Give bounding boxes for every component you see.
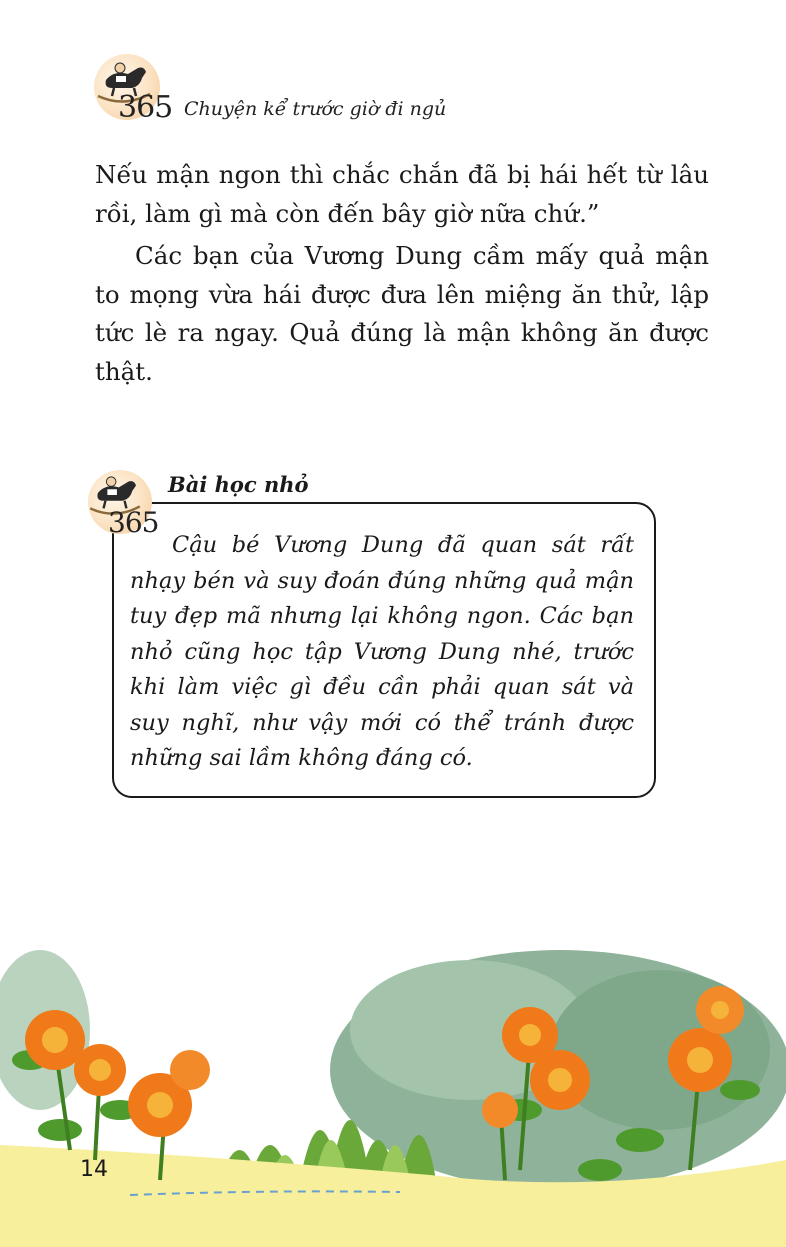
lesson-logo-number: 365 — [108, 506, 159, 539]
page-number: 14 — [80, 1157, 108, 1182]
lesson-paragraph: Cậu bé Vương Dung đã quan sát rất nhạy bén và suy đoán đúng những quả mận tuy đẹp mã nhưng lại không ngon. Các bạn nhỏ cũng học tập Vương Dung nhé, trước khi làm việc gì đều cần phải quan sát và suy nghĩ, như vậy mới có thể tránh được những sai lầm không đáng có. — [130, 532, 634, 771]
story-paragraph: Các bạn của Vương Dung cầm mấy quả mận to mọng vừa hái được đưa lên miệng ăn thử, lập tức lè ra ngay. Quả đúng là mận không ăn được thật. — [95, 241, 709, 386]
story-text — [95, 156, 709, 391]
flower-garden-illustration — [0, 940, 786, 1247]
story-paragraph: Nếu mận ngon thì chắc chắn đã bị hái hết từ lâu rồi, làm gì mà còn đến bây giờ nữa chứ.” — [95, 160, 709, 228]
header-logo-number: 365 — [118, 90, 173, 125]
page-header — [88, 52, 508, 132]
lesson-text — [130, 528, 634, 777]
header-title: Chuyện kể trước giờ đi ngủ — [184, 98, 447, 120]
lesson-title: Bài học nhỏ — [168, 472, 309, 497]
